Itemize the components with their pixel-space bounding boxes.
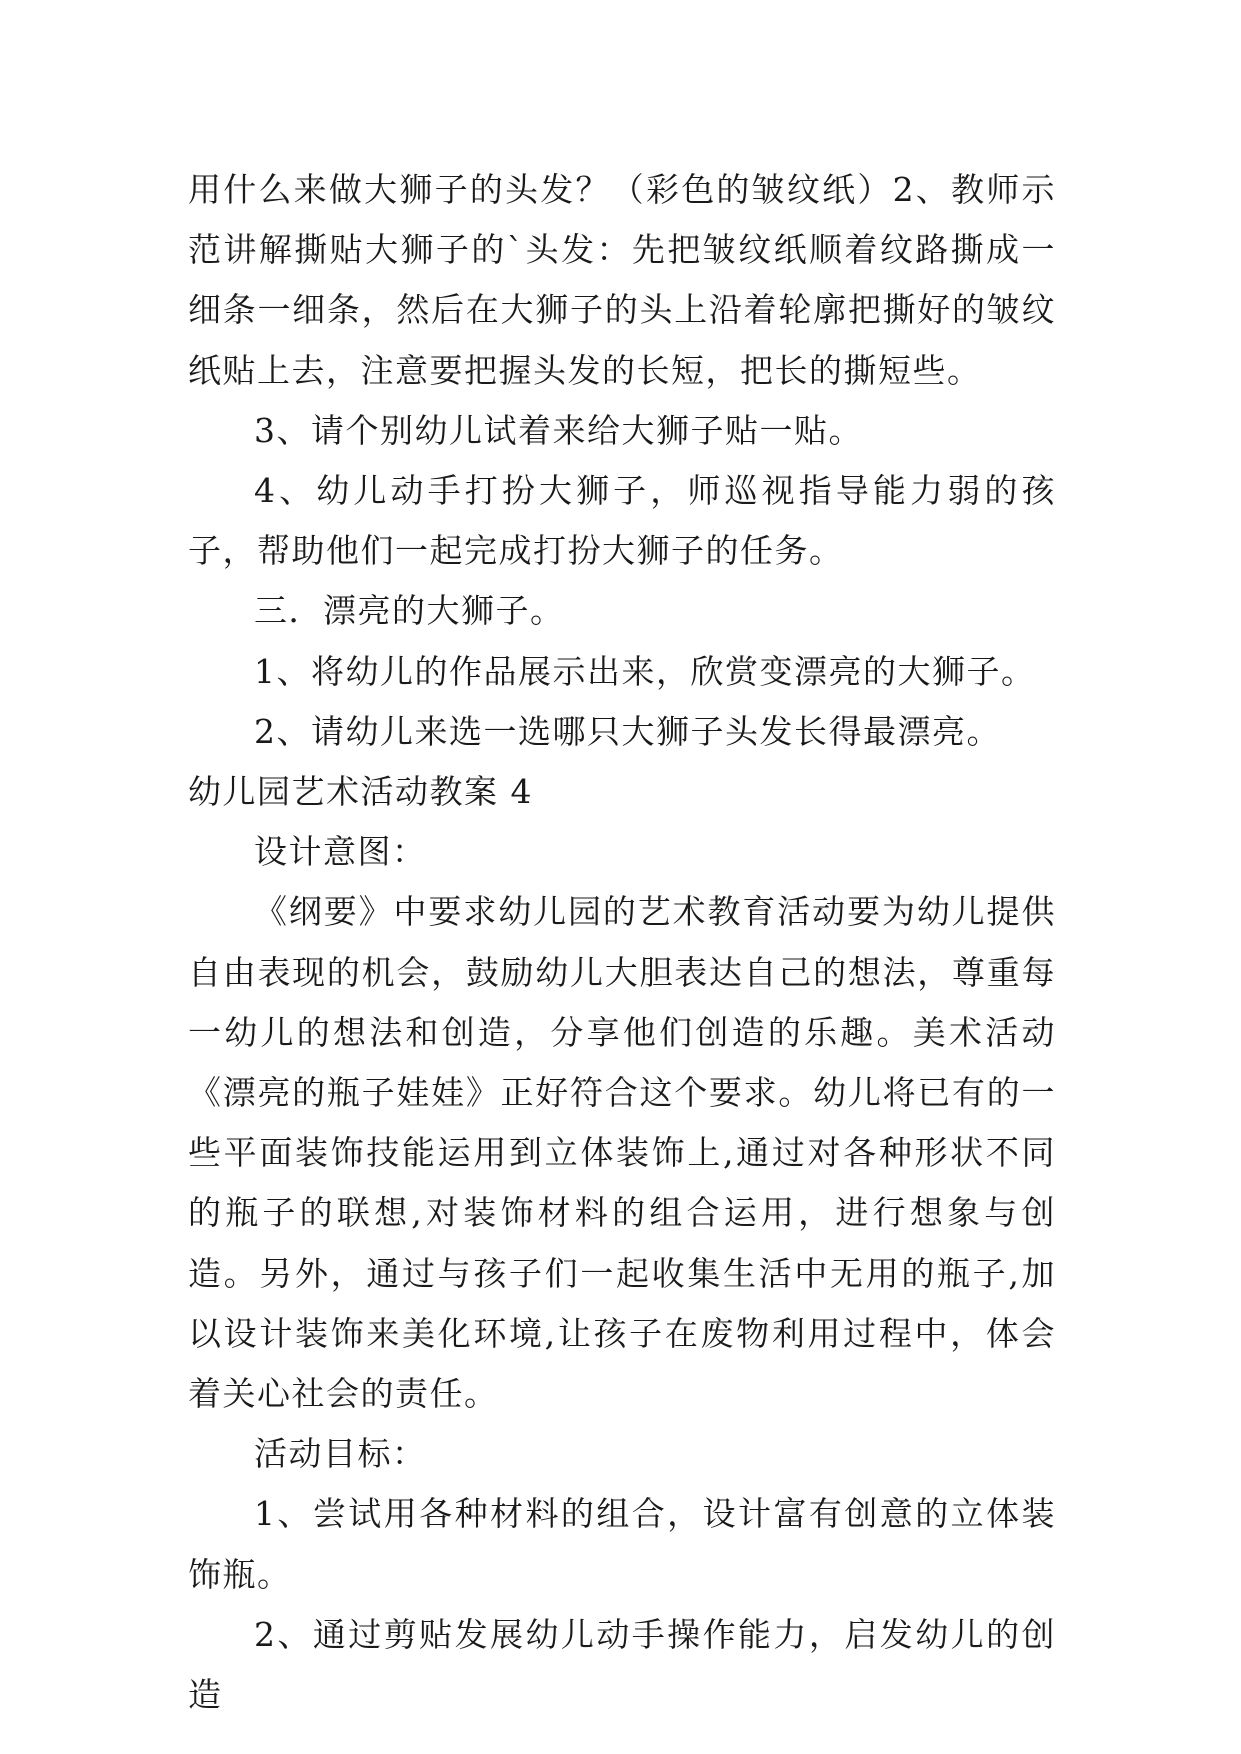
section-heading-three: 三．漂亮的大狮子。 xyxy=(254,591,565,631)
lesson-plan-title: 幼儿园艺术活动教案 4 xyxy=(188,772,533,812)
paragraph-step-3: 3、请个别幼儿试着来给大狮子贴一贴。 xyxy=(254,410,863,450)
activity-goals-heading: 活动目标： xyxy=(254,1434,427,1474)
paragraph-continuation: 用什么来做大狮子的头发？（彩色的皱纹纸）2、教师示范讲解撕贴大狮子的`头发：先把皱纹纸顺着纹路撕成一细条一细条，然后在大狮子的头上沿着轮廓把撕好的皱纹纸贴上去，注意要把握头发的长短，把长的撕短些。 xyxy=(188,170,1056,390)
design-intent-heading: 设计意图： xyxy=(254,832,427,872)
design-intent-paragraph: 《纲要》中要求幼儿园的艺术教育活动要为幼儿提供自由表现的机会，鼓励幼儿大胆表达自己的想法，尊重每一幼儿的想法和创造，分享他们创造的乐趣。美术活动《漂亮的瓶子娃娃》正好符合这个要求。幼儿将已有的一些平面装饰技能运用到立体装饰上,通过对各种形状不同的瓶子的联想,对装饰材料的组合运用，进行想象与创造。另外，通过与孩子们一起收集生活中无用的瓶子,加以设计装饰来美化环境,让孩子在废物利用过程中，体会着关心社会的责任。 xyxy=(188,892,1056,1414)
paragraph-step-4: 4、幼儿动手打扮大狮子，师巡视指导能力弱的孩子，帮助他们一起完成打扮大狮子的任务。 xyxy=(188,471,1056,571)
paragraph-item-2: 2、请幼儿来选一选哪只大狮子头发长得最漂亮。 xyxy=(254,711,1001,751)
document-body xyxy=(188,160,1056,1725)
goal-item-1: 1、尝试用各种材料的组合，设计富有创意的立体装饰瓶。 xyxy=(188,1494,1056,1594)
paragraph-item-1: 1、将幼儿的作品展示出来，欣赏变漂亮的大狮子。 xyxy=(254,651,1036,691)
goal-item-2: 2、通过剪贴发展幼儿动手操作能力，启发幼儿的创造 xyxy=(188,1614,1056,1715)
